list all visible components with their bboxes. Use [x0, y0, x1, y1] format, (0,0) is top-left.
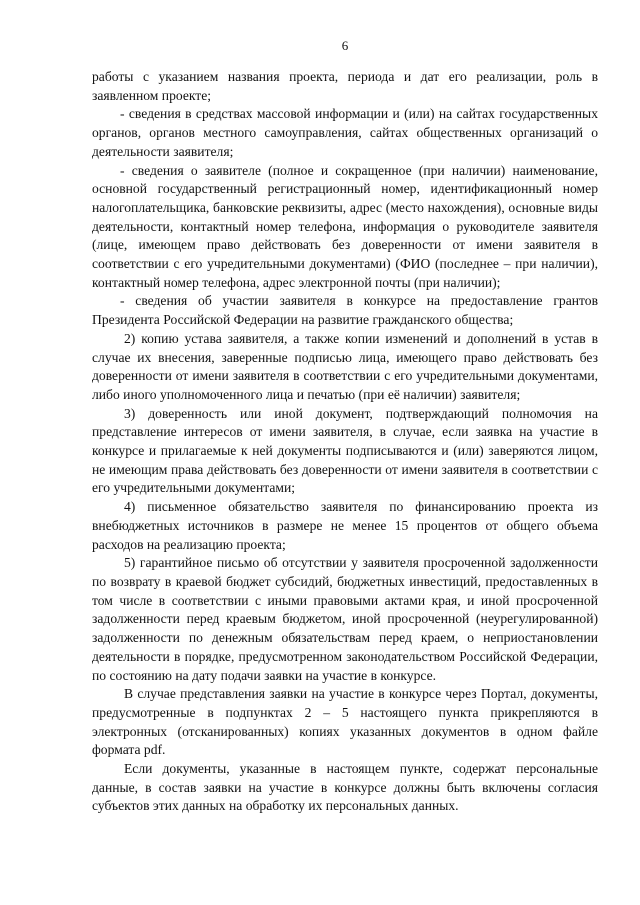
page-number: 6 — [341, 38, 349, 53]
document-body — [92, 68, 598, 816]
paragraph: 3) доверенность или иной документ, подтверждающий полномочия на представление интересов от имени заявителя, в случае, если заявка на участие в конкурсе и прилагаемые к ней документы подписываются и (или) заверяются лицом, не имеющим права действовать без доверенности от имени заявителя в соответствии с его учредительными документами; — [92, 405, 598, 496]
paragraph: работы с указанием названия проекта, периода и дат его реализации, роль в заявленном проекте; — [92, 69, 598, 103]
paragraph: 4) письменное обязательство заявителя по финансированию проекта из внебюджетных источников в размере не менее 15 процентов от общего объема расходов на реализацию проекта; — [92, 499, 598, 552]
paragraph: 2) копию устава заявителя, а также копии изменений и дополнений в устав в случае их внесения, заверенные подписью лица, имеющего право действовать без доверенности от имени заявителя в соответствии с его учредительными документами, либо иного уполномоченного лица и печатью (при её наличии) заявителя; — [92, 330, 598, 402]
paragraph: 5) гарантийное письмо об отсутствии у заявителя просроченной задолженности по возврату в краевой бюджет субсидий, бюджетных инвестиций, предоставленных в том числе в соответствии с иными правовыми актами края, и иной просроченной задолженности перед краевым бюджетом, иной просроченной (неурегулированной) задолженности по денежным обязательствам перед краем, о неприостановлении деятельности в порядке, предусмотренном законодательством Российской Федерации, по состоянию на дату подачи заявки на участие в конкурсе. — [92, 555, 598, 683]
paragraph: - сведения об участии заявителя в конкурсе на предоставление грантов Президента Российской Федерации на развитие гражданского общества; — [92, 293, 598, 328]
paragraph: В случае представления заявки на участие в конкурсе через Портал, документы, предусмотренные в подпунктах 2 – 5 настоящего пункта прикрепляются в электронных (отсканированных) копиях указанных документов в одном файле формата pdf. — [92, 686, 598, 758]
paragraph: - сведения о заявителе (полное и сокращенное (при наличии) наименование, основной государственный регистрационный номер, идентификационный номер налогоплательщика, банковские реквизиты, адрес (место нахождения), основные виды деятельности, контактный номер телефона, информация о руководителе заявителя (лице, имеющем право действовать без доверенности от имени заявителя в соответствии с его учредительными документами) (ФИО (последнее – при наличии), контактный номер телефона, адрес электронной почты (при наличии); — [92, 162, 598, 290]
paragraph: - сведения в средствах массовой информации и (или) на сайтах государственных органов, органов местного самоуправления, сайтах общественных организаций о деятельности заявителя; — [92, 106, 598, 159]
paragraph: Если документы, указанные в настоящем пункте, содержат персональные данные, в состав заявки на участие в конкурсе должны быть включены согласия субъектов этих данных на обработку их персональных данных. — [92, 761, 598, 814]
